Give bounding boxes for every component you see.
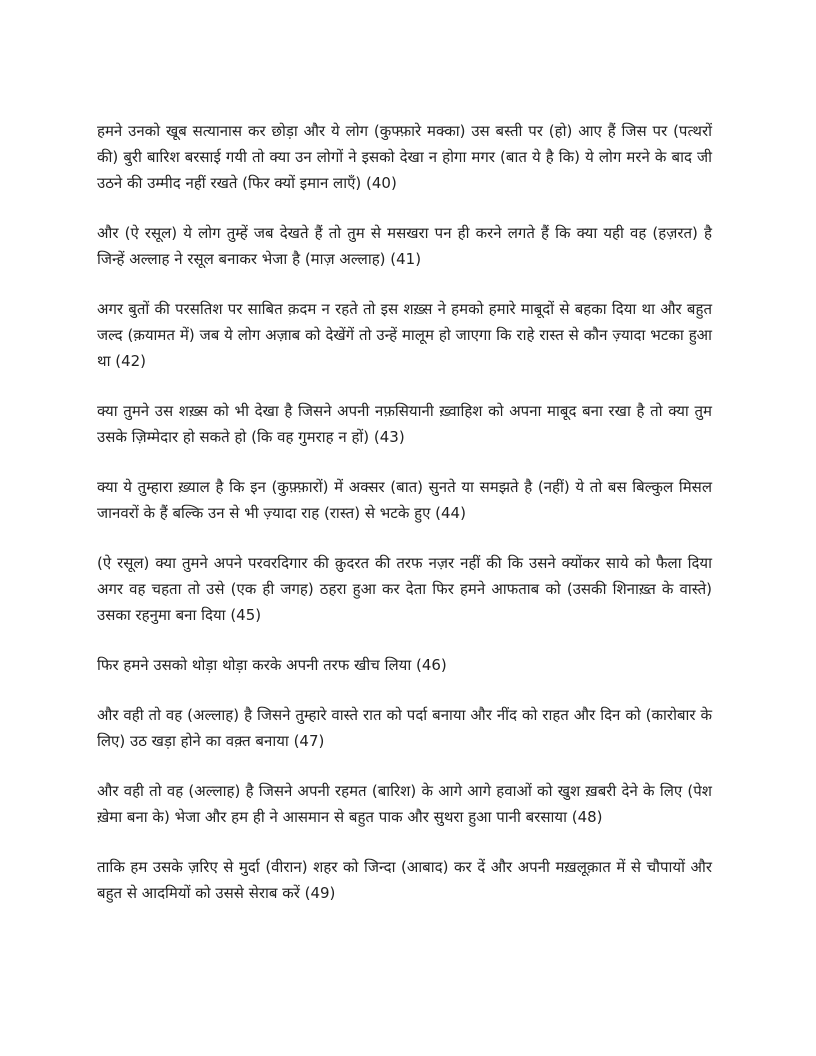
verse-46: फिर हमने उसको थोड़ा थोड़ा करके अपनी तरफ खीच लिया (46) <box>97 656 447 674</box>
verse-45: (ऐ रसूल) क्या तुमने अपने परवरदिगार की क़ुदरत की तरफ नज़र नहीं की कि उसने क्योंकर साये को फैला दिया अगर वह चहता तो उसे (एक ही जगह) ठहरा हुआ कर देता फिर हमने आफताब को (उसकी शिनाख़्त के वास्ते) उसका रहनुमा बना दिया (45) <box>97 554 712 624</box>
document-page <box>97 118 712 930</box>
verse-49: ताकि हम उसके ज़रिए से मुर्दा (वीरान) शहर को जिन्दा (आबाद) कर दें और अपनी मख़लूक़ात में से चौपायों और बहुत से आदमियों को उससे सेराब करें (49) <box>97 858 712 902</box>
verse-44: क्या ये तुम्हारा ख़्याल है कि इन (कुफ़्फ़ारों) में अक्सर (बात) सुनते या समझते है (नहीं) ये तो बस बिल्कुल मिसल जानवरों के हैं बल्कि उन से भी ज़्यादा राह (रास्त) से भटके हुए (44) <box>97 478 712 522</box>
verse-47: और वही तो वह (अल्लाह) है जिसने तुम्हारे वास्ते रात को पर्दा बनाया और नींद को राहत और दिन को (कारोबार के लिए) उठ खड़ा होने का वक़्त बनाया (47) <box>97 706 712 750</box>
verse-41: और (ऐ रसूल) ये लोग तुम्हें जब देखते हैं तो तुम से मसखरा पन ही करने लगते हैं कि क्या यही वह (हज़रत) है जिन्हें अल्लाह ने रसूल बनाकर भेजा है (माज़ अल्लाह) (41) <box>97 224 712 268</box>
verse-40: हमने उनको खूब सत्यानास कर छोड़ा और ये लोग (कुफ्फ़ारे मक्का) उस बस्ती पर (हो) आए हैं जिस पर (पत्थरों की) बुरी बारिश बरसाई गयी तो क्या उन लोगों ने इसको देखा न होगा मगर (बात ये है कि) ये लोग मरने के बाद जी उठने की उम्मीद नहीं रखते (फिर क्यों इमान लाएँ) (40) <box>97 122 712 192</box>
verse-42: अगर बुतों की परसतिश पर साबित क़दम न रहते तो इस शख़्स ने हमको हमारे माबूदों से बहका दिया था और बहुत जल्द (क़यामत में) जब ये लोग अज़ाब को देखेंगें तो उन्हें मालूम हो जाएगा कि राहे रास्त से कौन ज़्यादा भटका हुआ था (42) <box>97 300 712 370</box>
verse-48: और वही तो वह (अल्लाह) है जिसने अपनी रहमत (बारिश) के आगे आगे हवाओं को खुश ख़बरी देने के लिए (पेश ख़ेमा बना के) भेजा और हम ही ने आसमान से बहुत पाक और सुथरा हुआ पानी बरसाया (48) <box>97 782 712 826</box>
verse-43: क्या तुमने उस शख़्स को भी देखा है जिसने अपनी नफ़सियानी ख़्वाहिश को अपना माबूद बना रखा है तो क्या तुम उसके ज़िम्मेदार हो सकते हो (कि वह गुमराह न हों) (43) <box>97 402 712 446</box>
